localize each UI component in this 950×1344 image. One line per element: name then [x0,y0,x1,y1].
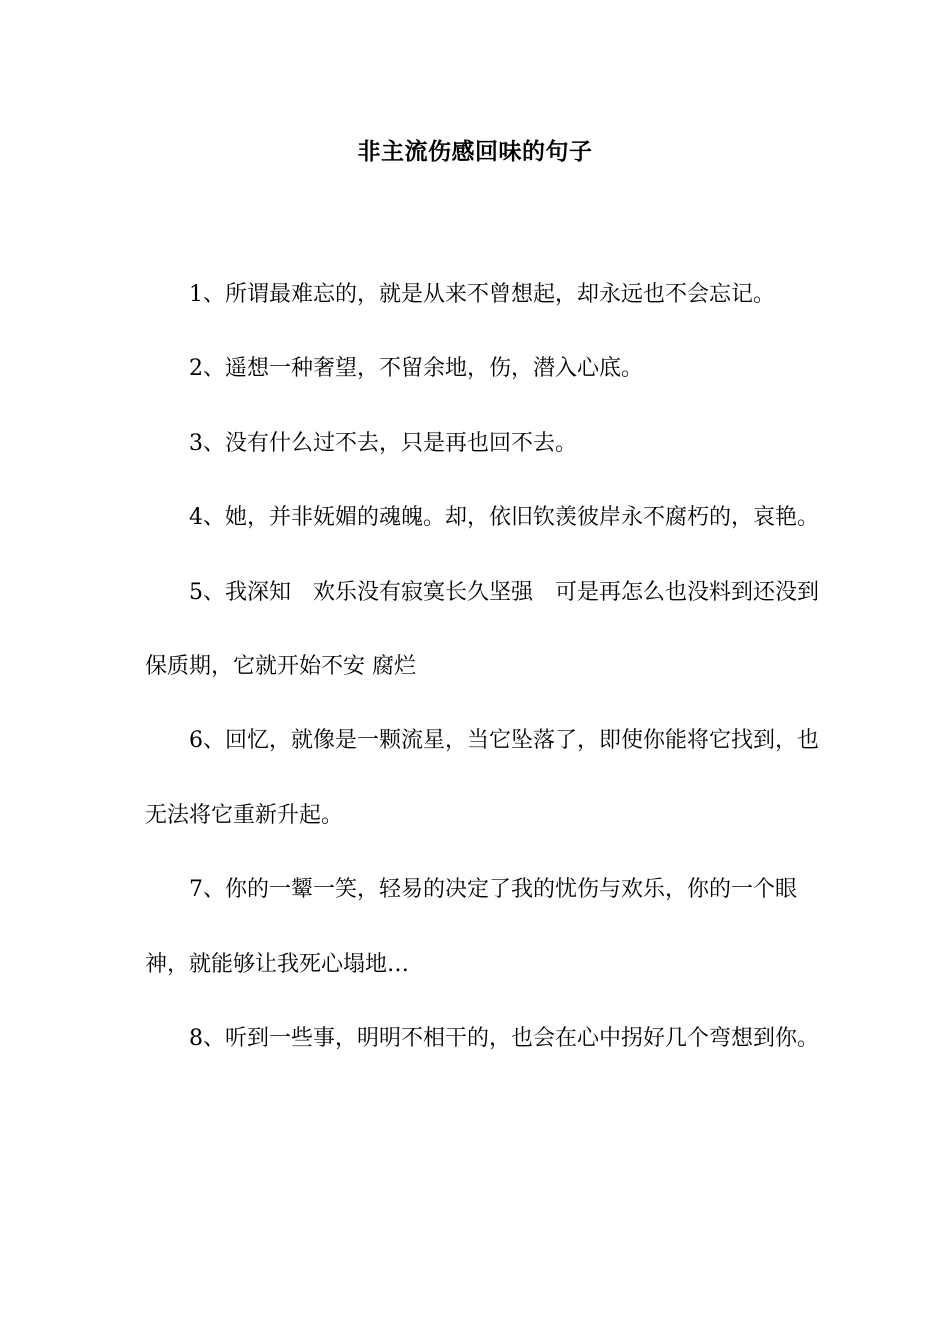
paragraph-1: 1、所谓最难忘的，就是从来不曾想起，却永远也不会忘记。 [189,282,775,307]
document-title: 非主流伤感回味的句子 [357,139,593,165]
paragraph-2: 2、遥想一种奢望，不留余地，伤，潜入心底。 [189,356,643,382]
document-body [145,258,825,1076]
paragraph-7: 7、你的一颦一笑，轻易的决定了我的忧伤与欢乐，你的一个眼神，就能够让我死心塌地… [145,877,797,977]
paragraph-8: 8、听到一些事，明明不相干的，也会在心中拐好几个弯想到你。 [189,1026,819,1052]
paragraph-3: 3、没有什么过不去，只是再也回不去。 [189,430,577,456]
paragraph-5: 5、我深知 欢乐没有寂寞长久坚强 可是再怎么也没料到还没到保质期，它就开始不安 腐烂 [145,579,819,680]
paragraph-4: 4、她，并非妩媚的魂魄。却，依旧钦羡彼岸永不腐朽的，哀艳。 [189,505,819,531]
paragraph-6: 6、回忆，就像是一颗流星，当它坠落了，即使你能将它找到，也无法将它重新升起。 [145,728,819,828]
